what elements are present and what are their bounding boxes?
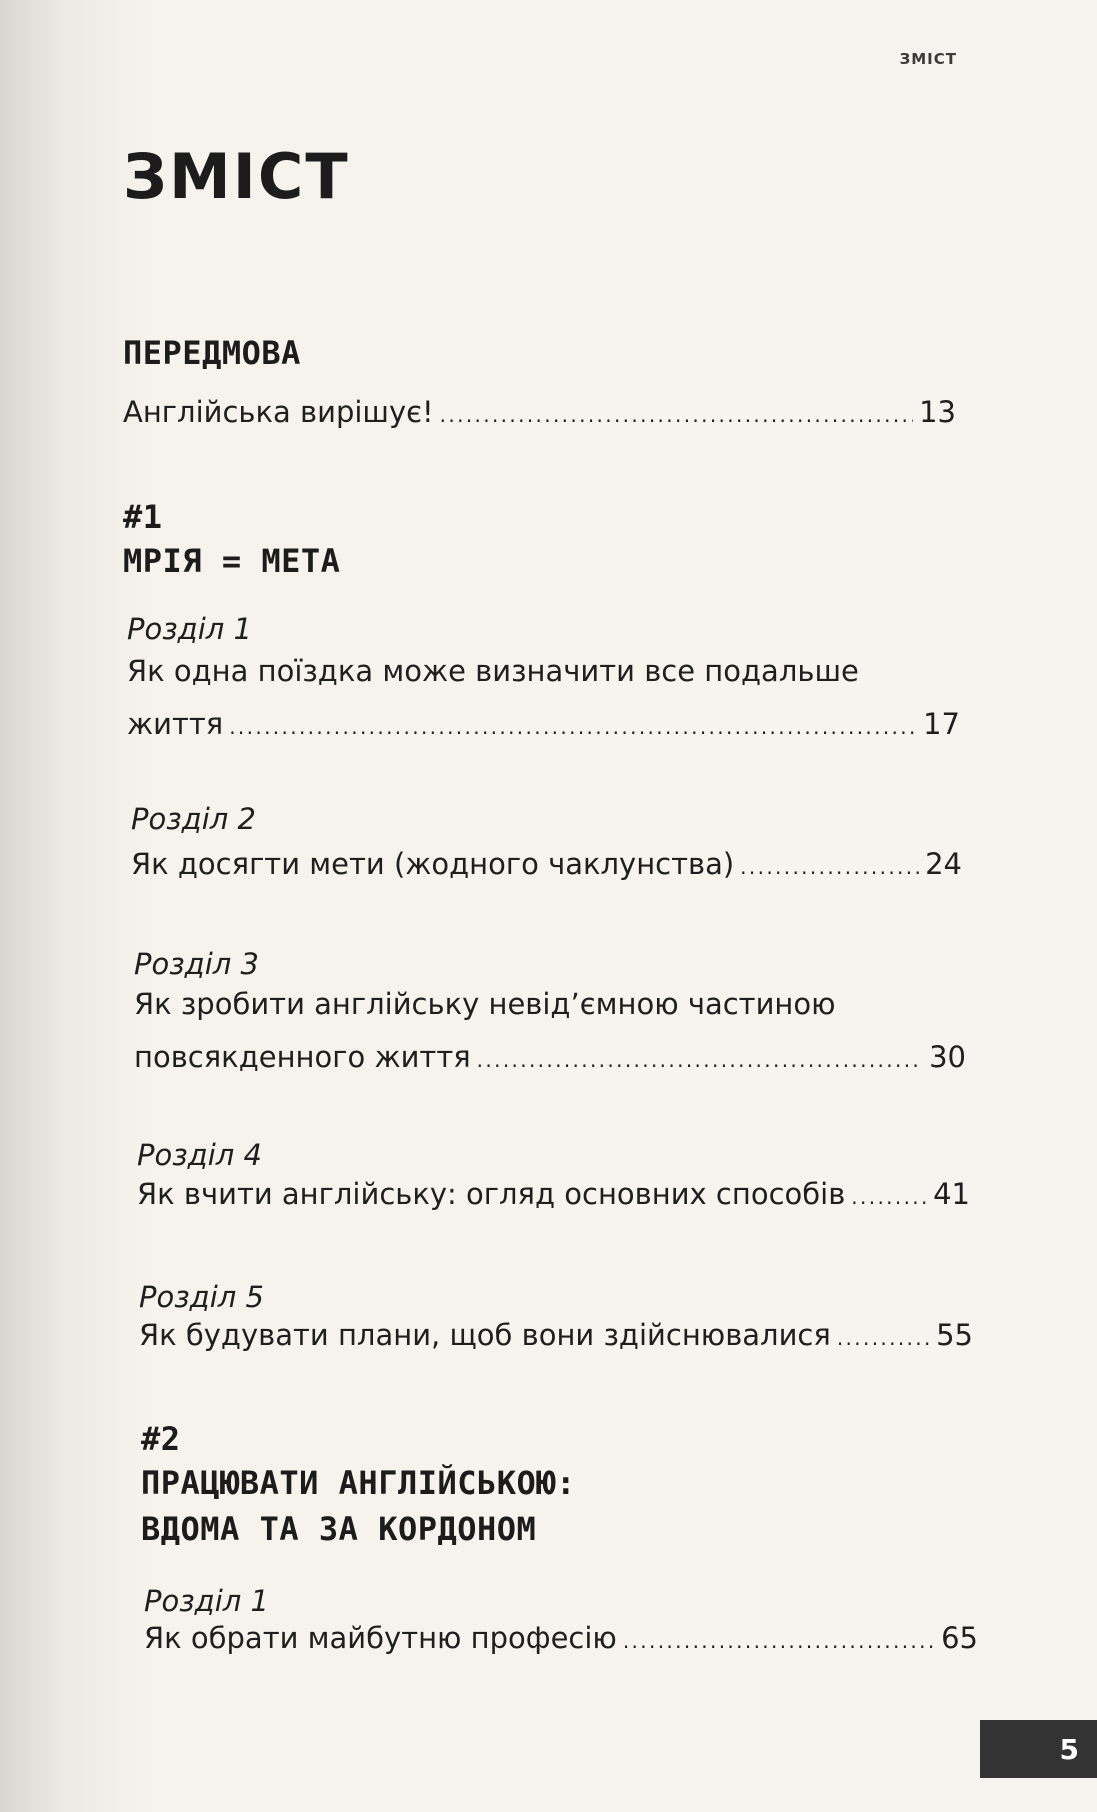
entry-page: 13 — [919, 395, 956, 429]
entry-page: 41 — [933, 1177, 970, 1211]
entry-page: 17 — [923, 707, 960, 741]
entry-title: Як зробити англійську невід’ємною частиною — [134, 987, 836, 1021]
preface-entry — [123, 386, 956, 442]
dot-leader — [837, 1309, 930, 1365]
dot-leader — [851, 1168, 927, 1224]
chapter-label: Розділ 2 — [131, 802, 256, 836]
dot-leader — [477, 1031, 923, 1087]
dot-leader — [229, 698, 917, 754]
chapter-entry — [127, 645, 960, 754]
entry-page: 30 — [929, 1040, 966, 1074]
part2-number: #2 — [141, 1420, 181, 1458]
chapter-label: Розділ 4 — [137, 1138, 262, 1172]
part1-heading: МРІЯ = МЕТА — [123, 542, 341, 580]
chapter-label: Розділ 1 — [127, 612, 252, 646]
entry-title-cont: життя — [127, 707, 224, 741]
entry-page: 24 — [925, 847, 962, 881]
entry-page: 55 — [936, 1318, 973, 1352]
entry-title: Англійська вирішує! — [123, 395, 434, 429]
chapter-entry — [139, 1309, 973, 1365]
entry-title: Як одна поїздка може визначити все подальше — [127, 654, 859, 688]
dot-leader — [623, 1612, 935, 1668]
part2-heading-line2: ВДОМА ТА ЗА КОРДОНОМ — [141, 1510, 537, 1548]
entry-title: Як будувати плани, щоб вони здійснювалися — [139, 1318, 831, 1352]
entry-title: Як вчити англійську: огляд основних способів — [137, 1177, 846, 1211]
page-number: 5 — [980, 1720, 1097, 1778]
chapter-entry — [131, 838, 962, 894]
entry-title: Як досягти мети (жодного чаклунства) — [131, 847, 735, 881]
chapter-label: Розділ 5 — [139, 1280, 264, 1314]
chapter-label: Розділ 3 — [134, 947, 259, 981]
chapter-entry — [137, 1168, 970, 1224]
part1-number: #1 — [123, 498, 163, 536]
running-head: ЗМІСТ — [899, 50, 957, 68]
entry-title: Як обрати майбутню професію — [144, 1621, 617, 1655]
dot-leader — [440, 386, 913, 442]
preface-heading: ПЕРЕДМОВА — [123, 334, 301, 372]
page-title: ЗМІСТ — [123, 140, 350, 213]
entry-page: 65 — [941, 1621, 978, 1655]
chapter-label: Розділ 1 — [144, 1584, 269, 1618]
part2-heading-line1: ПРАЦЮВАТИ АНГЛІЙСЬКОЮ: — [141, 1464, 576, 1502]
entry-title-cont: повсякденного життя — [134, 1040, 471, 1074]
chapter-entry — [144, 1612, 978, 1668]
dot-leader — [740, 838, 919, 894]
chapter-entry — [134, 978, 966, 1087]
